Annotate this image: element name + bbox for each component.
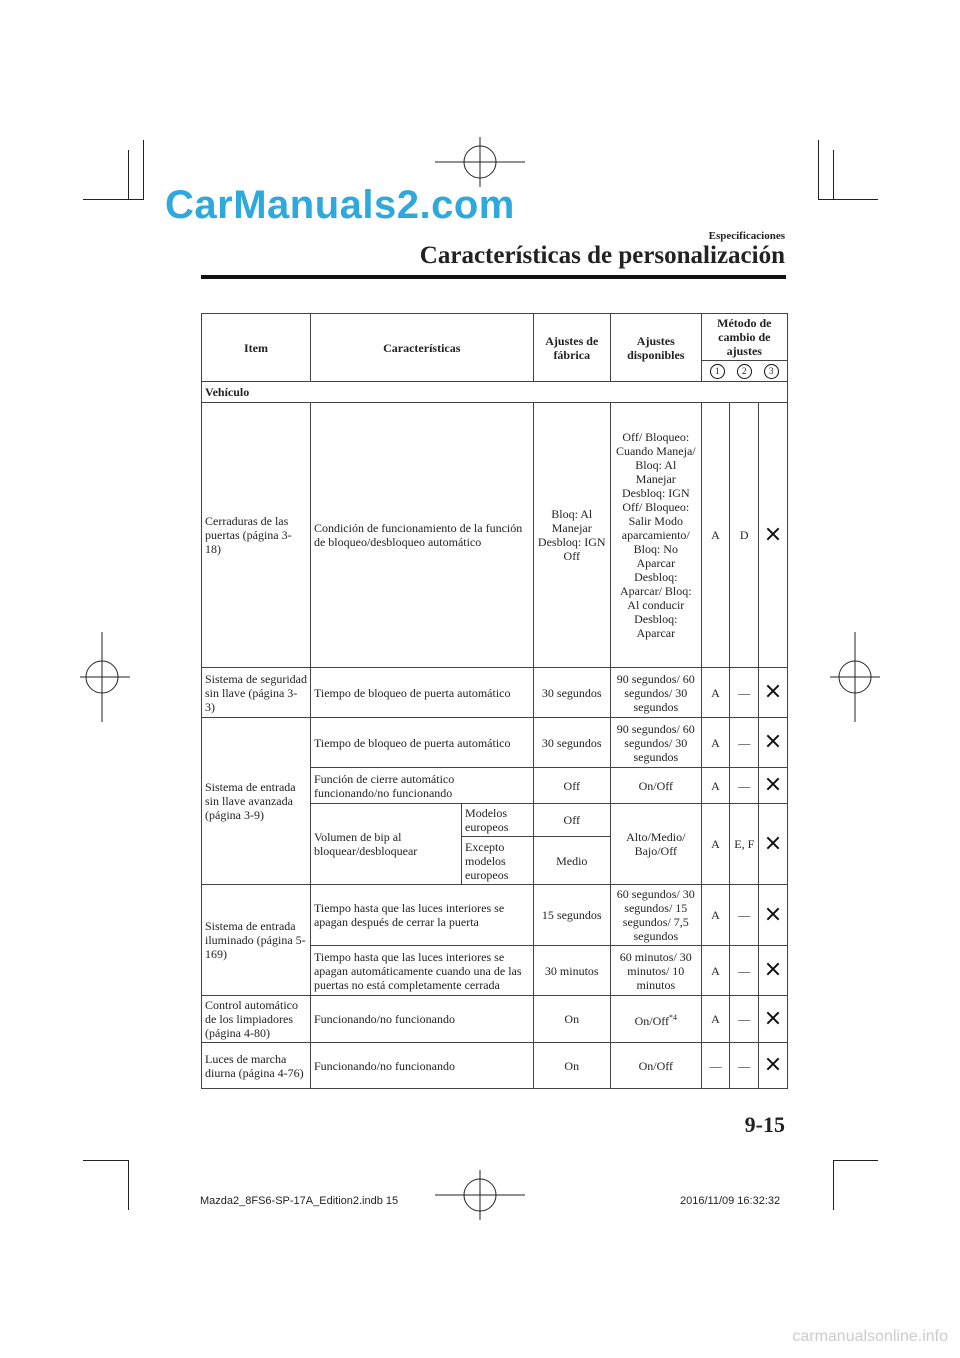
feature-cell: Condición de funcionamiento de la función de bloqueo/desbloqueo automático (310, 403, 533, 668)
item-cell: Sistema de entrada iluminado (página 5-169) (202, 885, 311, 996)
method-1-cell: A (701, 996, 730, 1043)
header-caracteristicas: Características (310, 314, 533, 382)
footnote-ref: *4 (669, 1012, 678, 1022)
method-icons-row (701, 361, 787, 382)
cross-icon (767, 908, 779, 920)
table-row (202, 1043, 788, 1089)
method-1-cell: A (701, 768, 730, 804)
group-vehiculo: Vehículo (202, 382, 788, 403)
cross-icon (767, 685, 779, 697)
crop-mark (833, 1160, 878, 1161)
crop-mark (128, 150, 129, 200)
method-3-cell (759, 1043, 788, 1089)
table-row (202, 403, 788, 668)
footer-date: 2016/11/09 16:32:32 (680, 1195, 781, 1207)
registration-mark-icon (80, 632, 130, 722)
page-title: Características de personalización (419, 242, 785, 269)
feature-cell: Función de cierre automático funcionando/no funcionando (310, 768, 533, 804)
method-1-cell: A (701, 668, 730, 718)
registration-mark-icon (435, 137, 525, 187)
factory-cell: Bloq: Al Manejar Desbloq: IGN Off (533, 403, 610, 668)
factory-cell: 30 segundos (533, 668, 610, 718)
method-2-cell: — (730, 946, 759, 996)
subfeature-cell: Modelos europeos (462, 804, 534, 837)
feature-cell: Funcionando/no funcionando (310, 996, 533, 1043)
factory-cell: 30 segundos (533, 718, 610, 768)
header-ajustes-disponibles: Ajustes disponibles (610, 314, 701, 382)
registration-mark-icon (435, 1170, 525, 1220)
crop-mark (833, 1160, 834, 1210)
table-row (202, 996, 788, 1043)
available-cell: 90 segundos/ 60 segundos/ 30 segundos (610, 668, 701, 718)
method-1-cell: A (701, 804, 730, 885)
available-cell: On/Off (610, 768, 701, 804)
crop-mark (818, 199, 878, 200)
page-number: 9-15 (744, 1112, 785, 1137)
cross-icon (767, 528, 779, 540)
crop-mark (128, 1160, 129, 1210)
method-2-cell: — (730, 718, 759, 768)
cross-icon (767, 1012, 779, 1024)
factory-cell: On (533, 996, 610, 1043)
table-row (202, 668, 788, 718)
method-3-cell (759, 718, 788, 768)
item-cell: Luces de marcha diurna (página 4-76) (202, 1043, 311, 1089)
method-2-cell: E, F (730, 804, 759, 885)
crop-mark (818, 140, 819, 200)
method-3-cell (759, 885, 788, 946)
crop-mark (83, 199, 143, 200)
available-cell: On/Off (610, 1043, 701, 1089)
crop-mark (143, 140, 144, 200)
cross-icon (767, 837, 779, 849)
available-cell: 90 segundos/ 60 segundos/ 30 segundos (610, 718, 701, 768)
cross-icon (767, 1058, 779, 1070)
method-2-cell: — (730, 885, 759, 946)
feature-cell: Tiempo hasta que las luces interiores se apagan después de cerrar la puerta (310, 885, 533, 946)
title-rule (201, 275, 786, 279)
factory-cell: 30 minutos (533, 946, 610, 996)
header-item: Item (202, 314, 311, 382)
method-1-cell: A (701, 946, 730, 996)
method-1-cell: — (701, 1043, 730, 1089)
method-3-cell (759, 946, 788, 996)
header-metodo: Método de cambio de ajustes (701, 314, 787, 361)
factory-cell: Off (533, 804, 610, 837)
method-3-cell (759, 768, 788, 804)
bottom-logo[interactable]: carmanualsonline.info (792, 1328, 948, 1345)
factory-cell: 15 segundos (533, 885, 610, 946)
available-cell (610, 996, 701, 1043)
item-cell: Cerraduras de las puertas (página 3-18) (202, 403, 311, 668)
method-3-cell (759, 996, 788, 1043)
method-2-cell: — (730, 1043, 759, 1089)
table-row (202, 718, 788, 768)
method-3-icon: 3 (764, 364, 779, 379)
method-2-cell: — (730, 668, 759, 718)
available-cell: Off/ Bloqueo: Cuando Maneja/ Bloq: Al Manejar Desbloq: IGN Off/ Bloqueo: Salir Modo aparcamiento/ Bloq: No Aparcar Desbloq: Aparcar/ Bloq: Al conducir Desbloq: Aparcar (610, 403, 701, 668)
registration-mark-icon (830, 632, 880, 722)
cross-icon (767, 963, 779, 975)
available-cell: 60 segundos/ 30 segundos/ 15 segundos/ 7,5 segundos (610, 885, 701, 946)
method-1-cell: A (701, 403, 730, 668)
feature-cell: Tiempo de bloqueo de puerta automático (310, 668, 533, 718)
item-cell: Sistema de seguridad sin llave (página 3-3) (202, 668, 311, 718)
method-2-cell: — (730, 768, 759, 804)
method-1-icon: 1 (710, 364, 725, 379)
header-ajustes-fabrica: Ajustes de fábrica (533, 314, 610, 382)
watermark-logo[interactable]: CarManuals2.com (165, 183, 515, 227)
method-3-cell (759, 403, 788, 668)
subfeature-cell: Excepto modelos europeos (462, 837, 534, 885)
customization-table (201, 313, 788, 1089)
cross-icon (767, 778, 779, 790)
feature-cell: Funcionando/no funcionando (310, 1043, 533, 1089)
available-text: On/Off (634, 1013, 670, 1028)
cross-icon (767, 735, 779, 747)
crop-mark (83, 1160, 128, 1161)
crop-mark (833, 150, 834, 200)
feature-cell: Tiempo hasta que las luces interiores se apagan automáticamente cuando una de las puertas no está completamente cerrada (310, 946, 533, 996)
available-cell: Alto/Medio/ Bajo/Off (610, 804, 701, 885)
footer-file: Mazda2_8FS6-SP-17A_Edition2.indb 15 (200, 1195, 399, 1207)
method-3-cell (759, 668, 788, 718)
feature-cell: Tiempo de bloqueo de puerta automático (310, 718, 533, 768)
item-cell: Control automático de los limpiadores (página 4-80) (202, 996, 311, 1043)
method-1-cell: A (701, 718, 730, 768)
method-2-icon: 2 (737, 364, 752, 379)
factory-cell: Off (533, 768, 610, 804)
method-2-cell: D (730, 403, 759, 668)
available-cell: 60 minutos/ 30 minutos/ 10 minutos (610, 946, 701, 996)
method-2-cell: — (730, 996, 759, 1043)
item-cell: Sistema de entrada sin llave avanzada (página 3-9) (202, 718, 311, 885)
method-3-cell (759, 804, 788, 885)
factory-cell: Medio (533, 837, 610, 885)
method-1-cell: A (701, 885, 730, 946)
table-row (202, 885, 788, 946)
factory-cell: On (533, 1043, 610, 1089)
feature-cell: Volumen de bip al bloquear/desbloquear (310, 804, 461, 885)
section-label: Especificaciones (708, 230, 785, 242)
